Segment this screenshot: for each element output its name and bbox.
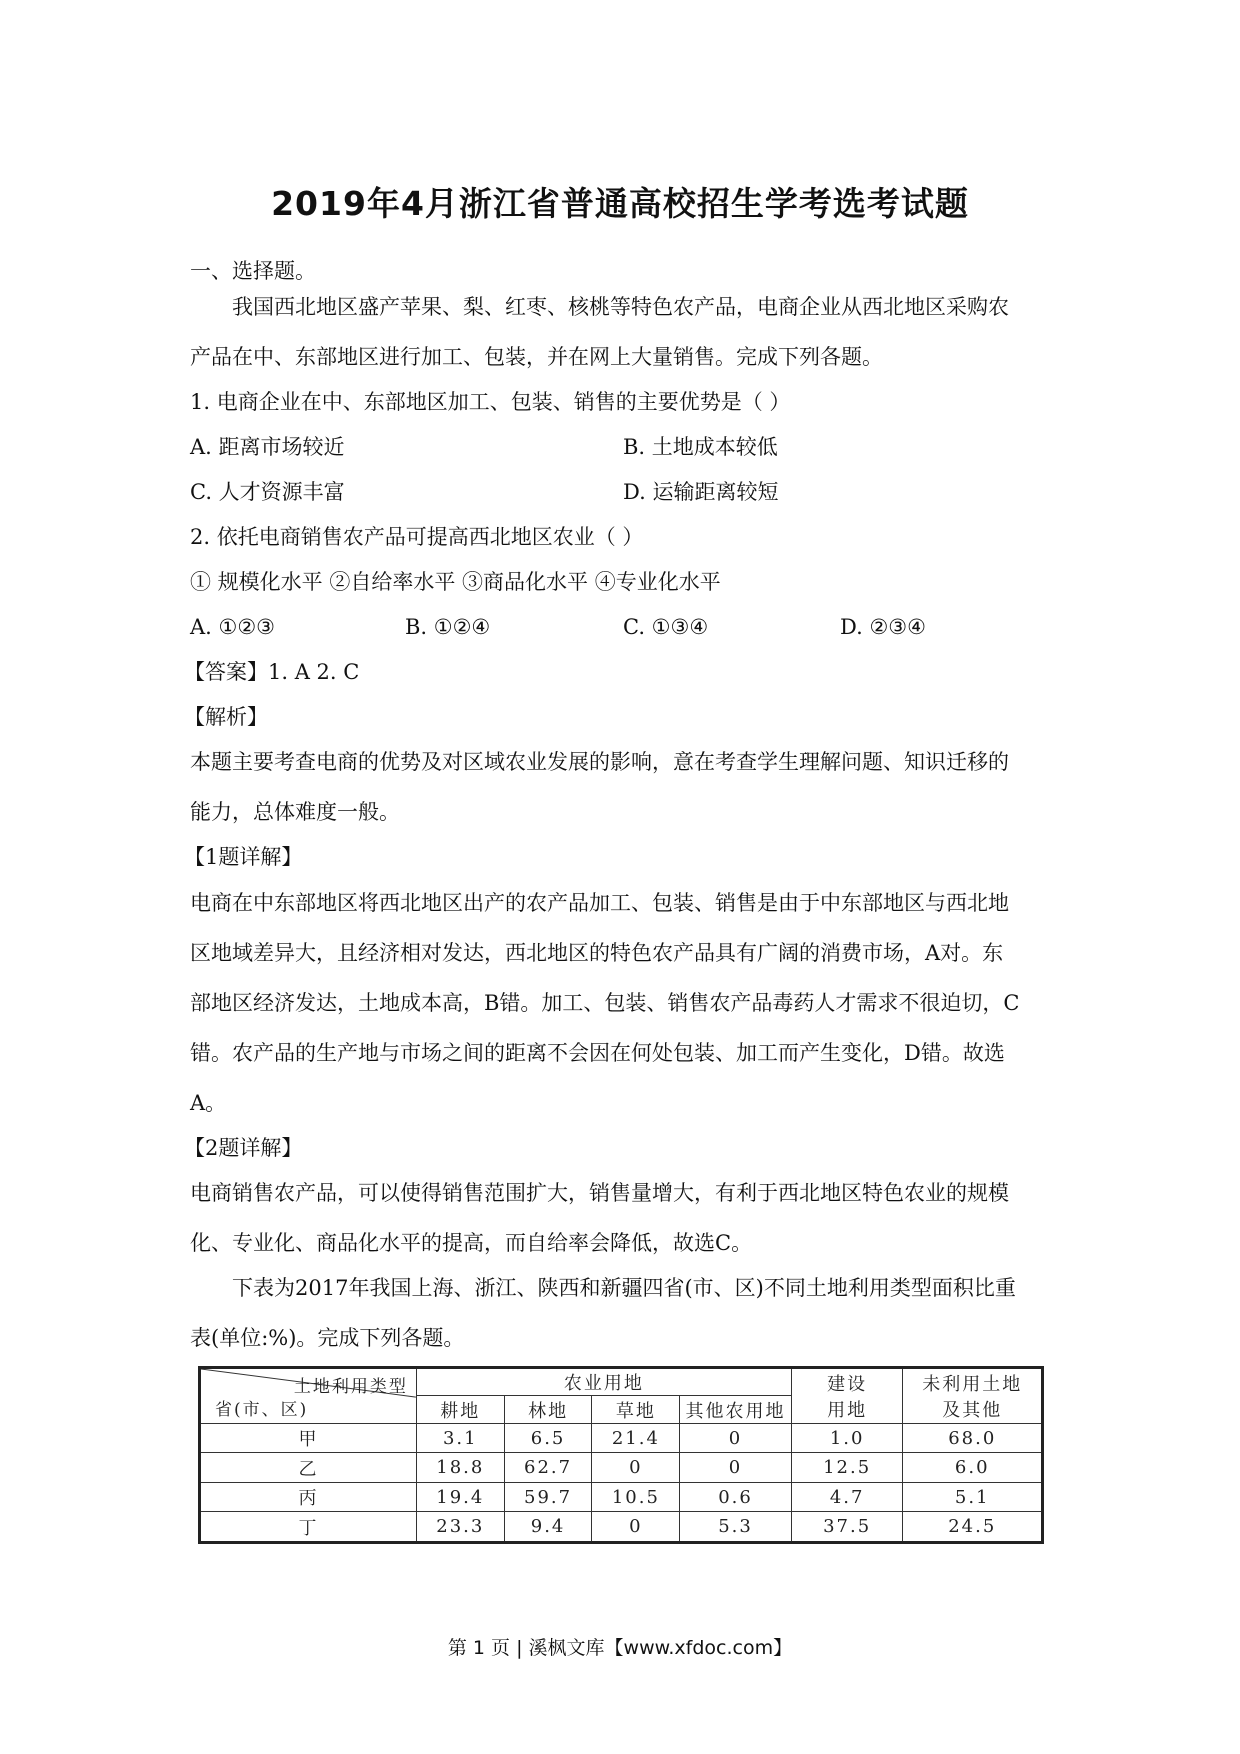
q2-items: ① 规模化水平 ②自给率水平 ③商品化水平 ④专业化水平	[190, 570, 721, 594]
cell: 23.3	[416, 1512, 504, 1543]
q2-stem: 2. 依托电商销售农产品可提高西北地区农业（ ）	[190, 525, 644, 549]
detail2-line-1: 电商销售农产品，可以使得销售范围扩大，销售量增大，有利于西北地区特色农业的规模	[190, 1181, 1009, 1205]
intro1-line-1: 我国西北地区盛产苹果、梨、红枣、核桃等特色农产品，电商企业从西北地区采购农	[232, 295, 1009, 319]
page-title: 2019年4月浙江省普通高校招生学考选考试题	[271, 184, 969, 223]
row-name: 丙	[200, 1482, 417, 1511]
analysis-line-2: 能力，总体难度一般。	[190, 800, 400, 824]
cell: 21.4	[592, 1424, 680, 1453]
cell: 24.5	[903, 1512, 1043, 1543]
intro2-line-2: 表(单位:%)。完成下列各题。	[190, 1326, 465, 1350]
cell: 0	[592, 1453, 680, 1482]
header-agri-group: 农业用地	[416, 1368, 791, 1396]
q2-option-d: D. ②③④	[840, 615, 926, 639]
diag-bottom-label: 省(市、区)	[215, 1400, 309, 1420]
cell: 0.6	[680, 1482, 792, 1511]
detail2-heading: 【2题详解】	[184, 1136, 303, 1160]
q1-option-b: B. 土地成本较低	[623, 435, 778, 459]
cell: 3.1	[416, 1424, 504, 1453]
intro2-line-1: 下表为2017年我国上海、浙江、陕西和新疆四省(市、区)不同土地利用类型面积比重	[232, 1276, 1016, 1300]
header-sub-cropland: 耕地	[416, 1396, 504, 1424]
q1-option-d: D. 运输距离较短	[623, 480, 779, 504]
q1-option-a: A. 距离市场较近	[190, 435, 345, 459]
detail1-line-5: A。	[190, 1091, 227, 1115]
cell: 37.5	[791, 1512, 903, 1543]
cell: 62.7	[504, 1453, 592, 1482]
header-sub-grass: 草地	[592, 1396, 680, 1424]
header-unused-land: 未利用土地 及其他	[903, 1368, 1043, 1424]
q2-option-a: A. ①②③	[190, 615, 275, 639]
intro1-line-2: 产品在中、东部地区进行加工、包装，并在网上大量销售。完成下列各题。	[190, 345, 883, 369]
cell: 19.4	[416, 1482, 504, 1511]
cell: 0	[680, 1453, 792, 1482]
q2-option-c: C. ①③④	[623, 615, 709, 639]
cell: 5.3	[680, 1512, 792, 1543]
analysis-line-1: 本题主要考查电商的优势及对区域农业发展的影响，意在考查学生理解问题、知识迁移的	[190, 750, 1009, 774]
page-footer: 第 1 页 | 溪枫文库【www.xfdoc.com】	[447, 1637, 793, 1659]
detail1-heading: 【1题详解】	[184, 845, 303, 869]
q2-option-b: B. ①②④	[405, 615, 491, 639]
cell: 1.0	[791, 1424, 903, 1453]
q1-option-c: C. 人才资源丰富	[190, 480, 345, 504]
cell: 68.0	[903, 1424, 1043, 1453]
cell: 6.0	[903, 1453, 1043, 1482]
cell: 12.5	[791, 1453, 903, 1482]
detail2-line-2: 化、专业化、商品化水平的提高，而自给率会降低，故选C。	[190, 1231, 753, 1255]
detail1-line-3: 部地区经济发达，土地成本高，B错。加工、包装、销售农产品毒药人才需求不很迫切，C	[190, 991, 1020, 1015]
analysis-heading: 【解析】	[184, 705, 268, 729]
table-row	[200, 1482, 1043, 1511]
detail1-line-1: 电商在中东部地区将西北地区出产的农产品加工、包装、销售是由于中东部地区与西北地	[190, 891, 1009, 915]
table-row	[200, 1453, 1043, 1482]
cell: 9.4	[504, 1512, 592, 1543]
cell: 59.7	[504, 1482, 592, 1511]
cell: 0	[680, 1424, 792, 1453]
header-sub-other: 其他农用地	[680, 1396, 792, 1424]
answer-line: 【答案】1. A 2. C	[184, 660, 360, 684]
cell: 6.5	[504, 1424, 592, 1453]
cell: 4.7	[791, 1482, 903, 1511]
header-build-land: 建设 用地	[791, 1368, 903, 1424]
land-use-table	[198, 1366, 1044, 1544]
header-sub-forest: 林地	[504, 1396, 592, 1424]
table-row	[200, 1424, 1043, 1453]
section-heading: 一、选择题。	[190, 259, 316, 283]
detail1-line-2: 区地域差异大，且经济相对发达，西北地区的特色农产品具有广阔的消费市场，A对。东	[190, 941, 1004, 965]
row-name: 乙	[200, 1453, 417, 1482]
row-name: 丁	[200, 1512, 417, 1543]
cell: 18.8	[416, 1453, 504, 1482]
table-row	[200, 1512, 1043, 1543]
detail1-line-4: 错。农产品的生产地与市场之间的距离不会因在何处包装、加工而产生变化，D错。故选	[190, 1041, 1005, 1065]
cell: 0	[592, 1512, 680, 1543]
cell: 10.5	[592, 1482, 680, 1511]
cell: 5.1	[903, 1482, 1043, 1511]
row-name: 甲	[200, 1424, 417, 1453]
q1-stem: 1. 电商企业在中、东部地区加工、包装、销售的主要优势是（ ）	[190, 390, 791, 414]
table-diagonal-header	[200, 1368, 417, 1424]
diag-top-label: 土地利用类型	[293, 1377, 408, 1397]
